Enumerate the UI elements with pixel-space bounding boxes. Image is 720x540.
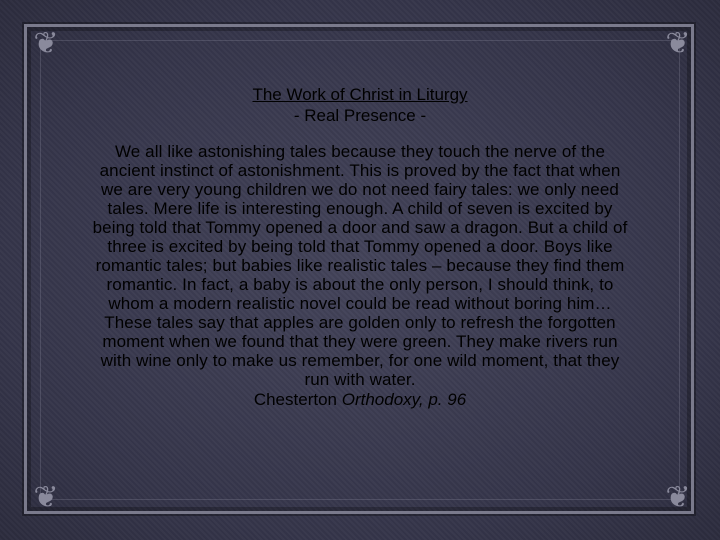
slide-content — [90, 84, 630, 410]
slide-subtitle: - Real Presence - — [293, 106, 427, 125]
citation-author: Chesterton — [253, 390, 337, 409]
quote-text: We all like astonishing tales because they touch the nerve of the ancient instinct of astonishment. This is proved by the fact that when we are very young children we do not need fairy tales: we only need tales. Mere life is interesting enough. A child of seven is excited by being told that Tommy opened a door and saw a dragon. But a child of three is excited by being told that Tommy opened a door. Boys like romantic tales; but babies like realistic tales – because they find them romantic. In fact, a baby is about the only person, I should think, to whom a modern realistic novel could be read without boring him…These tales say that apples are golden only to refresh the forgotten moment when we found that they were green. They make rivers run with wine only to make us remember, for one wild moment, that they run with water. — [92, 142, 628, 389]
flourish-icon: ❦ — [665, 26, 691, 61]
citation-work: Orthodoxy, p. 96 — [341, 390, 467, 409]
flourish-icon: ❦ — [665, 480, 691, 515]
citation — [90, 389, 630, 410]
flourish-icon: ❦ — [33, 480, 59, 515]
slide-title: The Work of Christ in Liturgy — [252, 85, 468, 104]
flourish-icon: ❦ — [33, 26, 59, 61]
